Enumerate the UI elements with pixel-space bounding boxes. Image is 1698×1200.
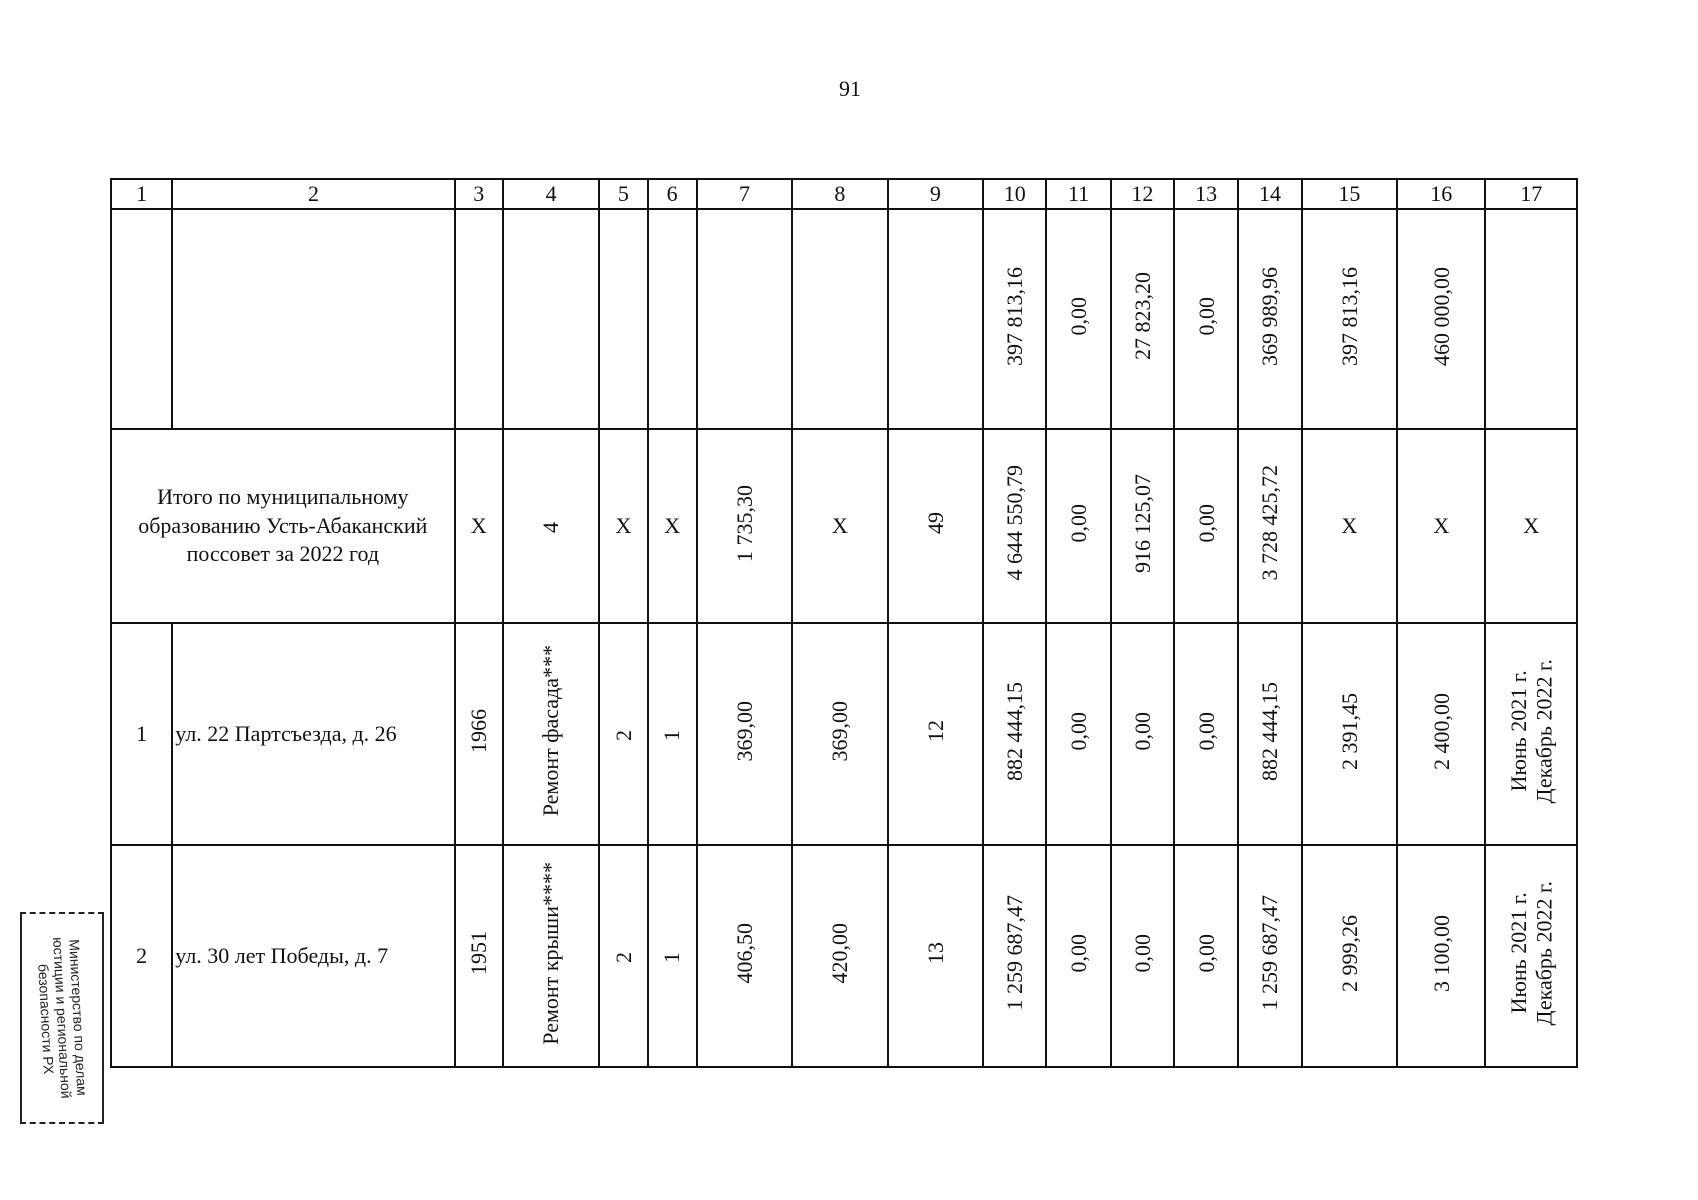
table-cell xyxy=(888,845,983,1067)
column-number: 11 xyxy=(1046,179,1110,209)
stamp-text: Министерство по делам юстиции и региональной безопасности РХ xyxy=(35,936,91,1100)
cell-value: 2 999,26 xyxy=(1336,914,1362,992)
table-cell xyxy=(1302,209,1397,429)
column-number: 9 xyxy=(888,179,983,209)
cell-value: 397 813,16 xyxy=(1002,266,1028,366)
table-cell xyxy=(648,623,697,845)
table-cell xyxy=(1111,209,1174,429)
table-cell xyxy=(792,623,887,845)
cell-value: Ремонт крыши**** xyxy=(538,861,564,1045)
cell-value: 1 xyxy=(659,952,685,963)
cell-value: 2 xyxy=(610,730,636,741)
cell-value: Июнь 2021 г. Декабрь 2022 г. xyxy=(1505,658,1557,804)
total-row xyxy=(111,429,1577,623)
table-cell xyxy=(455,623,503,845)
continuation-row xyxy=(111,209,1577,429)
column-number: 5 xyxy=(599,179,647,209)
table-cell xyxy=(455,845,503,1067)
table-cell xyxy=(983,623,1046,845)
table-cell xyxy=(1238,429,1301,623)
ministry-stamp xyxy=(20,912,104,1124)
table-cell xyxy=(1397,623,1485,845)
cell-value: 0,00 xyxy=(1193,933,1219,973)
table-cell xyxy=(1397,209,1485,429)
table-cell xyxy=(1046,845,1110,1067)
cell-value: 3 100,00 xyxy=(1428,914,1454,992)
table-cell xyxy=(1174,623,1238,845)
table-cell xyxy=(697,845,792,1067)
column-number: 8 xyxy=(792,179,887,209)
column-number: 13 xyxy=(1174,179,1238,209)
table-cell: X xyxy=(1397,429,1485,623)
column-number: 16 xyxy=(1397,179,1485,209)
table-cell: X xyxy=(1302,429,1397,623)
cell-value: 2 391,45 xyxy=(1336,692,1362,770)
cell-value: 0,00 xyxy=(1193,503,1219,543)
column-number: 17 xyxy=(1485,179,1577,209)
cell-value: 1 xyxy=(659,730,685,741)
table-cell xyxy=(1111,623,1174,845)
table-cell xyxy=(1485,623,1577,845)
cell-value: 0,00 xyxy=(1065,933,1091,973)
table-cell: X xyxy=(599,429,647,623)
table-cell xyxy=(599,845,647,1067)
cell-value: 882 444,15 xyxy=(1002,681,1028,781)
cell-value: 397 813,16 xyxy=(1336,266,1362,366)
table-cell xyxy=(1238,845,1301,1067)
cell-value: 0,00 xyxy=(1065,503,1091,543)
table-cell xyxy=(599,623,647,845)
cell-value: 49 xyxy=(922,512,948,534)
cell-value: 0,00 xyxy=(1193,296,1219,336)
table-cell xyxy=(648,845,697,1067)
table-cell xyxy=(792,209,887,429)
table-cell xyxy=(792,845,887,1067)
column-number-row xyxy=(111,179,1577,209)
column-number: 15 xyxy=(1302,179,1397,209)
table-cell xyxy=(1302,845,1397,1067)
table-cell xyxy=(983,429,1046,623)
column-number: 10 xyxy=(983,179,1046,209)
table-cell xyxy=(172,209,454,429)
cell-value: 460 000,00 xyxy=(1428,266,1454,366)
cell-value: 1 259 687,47 xyxy=(1257,895,1283,1011)
cell-value: 1951 xyxy=(466,931,492,975)
cell-value: 0,00 xyxy=(1129,711,1155,751)
table-cell xyxy=(648,209,697,429)
cell-value: 1966 xyxy=(466,709,492,753)
cell-value: 882 444,15 xyxy=(1257,681,1283,781)
table-cell xyxy=(503,623,599,845)
table-cell xyxy=(983,209,1046,429)
cell-value: 2 xyxy=(610,952,636,963)
cell-value: Июнь 2021 г. Декабрь 2022 г. xyxy=(1505,880,1557,1026)
column-number: 7 xyxy=(697,179,792,209)
table-cell xyxy=(697,209,792,429)
cell-value: 0,00 xyxy=(1193,711,1219,751)
table-cell xyxy=(599,209,647,429)
cell-value: 1 259 687,47 xyxy=(1002,895,1028,1011)
table-cell xyxy=(111,209,172,429)
table-cell xyxy=(1485,209,1577,429)
table-cell xyxy=(503,845,599,1067)
cell-value: 0,00 xyxy=(1129,933,1155,973)
table-cell: X xyxy=(648,429,697,623)
table-cell xyxy=(1046,209,1110,429)
table-cell: X xyxy=(792,429,887,623)
cell-value: 4 xyxy=(538,522,564,533)
cell-value: 420,00 xyxy=(827,922,853,984)
cell-value: 369,00 xyxy=(731,700,757,762)
table-row xyxy=(111,845,1577,1067)
table-cell xyxy=(455,209,503,429)
total-label: Итого по муниципальному образованию Усть-Абаканский поссовет за 2022 год xyxy=(111,429,455,623)
table-cell xyxy=(1302,623,1397,845)
table-cell xyxy=(1174,429,1238,623)
table-cell xyxy=(983,845,1046,1067)
table-cell: 2 xyxy=(111,845,172,1067)
cell-value: 369,00 xyxy=(827,700,853,762)
column-number: 3 xyxy=(455,179,503,209)
cell-value: 13 xyxy=(922,942,948,964)
table-cell xyxy=(697,429,792,623)
table-row xyxy=(111,623,1577,845)
table-cell xyxy=(1238,209,1301,429)
cell-value: 2 400,00 xyxy=(1428,692,1454,770)
cell-value: 0,00 xyxy=(1065,711,1091,751)
table-cell xyxy=(1485,845,1577,1067)
table-cell: X xyxy=(1485,429,1577,623)
column-number: 2 xyxy=(172,179,454,209)
address-cell: ул. 30 лет Победы, д. 7 xyxy=(172,845,454,1067)
table-cell xyxy=(1111,429,1174,623)
table-cell xyxy=(1397,845,1485,1067)
cell-value: 0,00 xyxy=(1065,296,1091,336)
table-cell xyxy=(1111,845,1174,1067)
cell-value: 3 728 425,72 xyxy=(1257,465,1283,581)
cell-value: Ремонт фасада*** xyxy=(538,645,564,817)
cell-value: 406,50 xyxy=(731,922,757,984)
address-cell: ул. 22 Партсъезда, д. 26 xyxy=(172,623,454,845)
table-cell xyxy=(697,623,792,845)
table-cell: X xyxy=(455,429,503,623)
cell-value: 12 xyxy=(922,720,948,742)
table-cell xyxy=(1174,209,1238,429)
column-number: 1 xyxy=(111,179,172,209)
table-cell xyxy=(888,623,983,845)
cell-value: 369 989,96 xyxy=(1257,266,1283,366)
column-number: 6 xyxy=(648,179,697,209)
table-cell xyxy=(1046,623,1110,845)
cell-value: 4 644 550,79 xyxy=(1002,465,1028,581)
table-cell xyxy=(503,429,599,623)
column-number: 12 xyxy=(1111,179,1174,209)
column-number: 4 xyxy=(503,179,599,209)
table-cell xyxy=(503,209,599,429)
table-cell xyxy=(1174,845,1238,1067)
cell-value: 916 125,07 xyxy=(1129,473,1155,573)
repair-schedule-table xyxy=(110,178,1578,1068)
table-cell xyxy=(1046,429,1110,623)
column-number: 14 xyxy=(1238,179,1301,209)
page-number: 91 xyxy=(839,76,861,101)
cell-value: 27 823,20 xyxy=(1129,272,1155,360)
table-cell xyxy=(888,209,983,429)
table-cell: 1 xyxy=(111,623,172,845)
cell-value: 1 735,30 xyxy=(731,484,757,562)
table-cell xyxy=(888,429,983,623)
table-cell xyxy=(1238,623,1301,845)
